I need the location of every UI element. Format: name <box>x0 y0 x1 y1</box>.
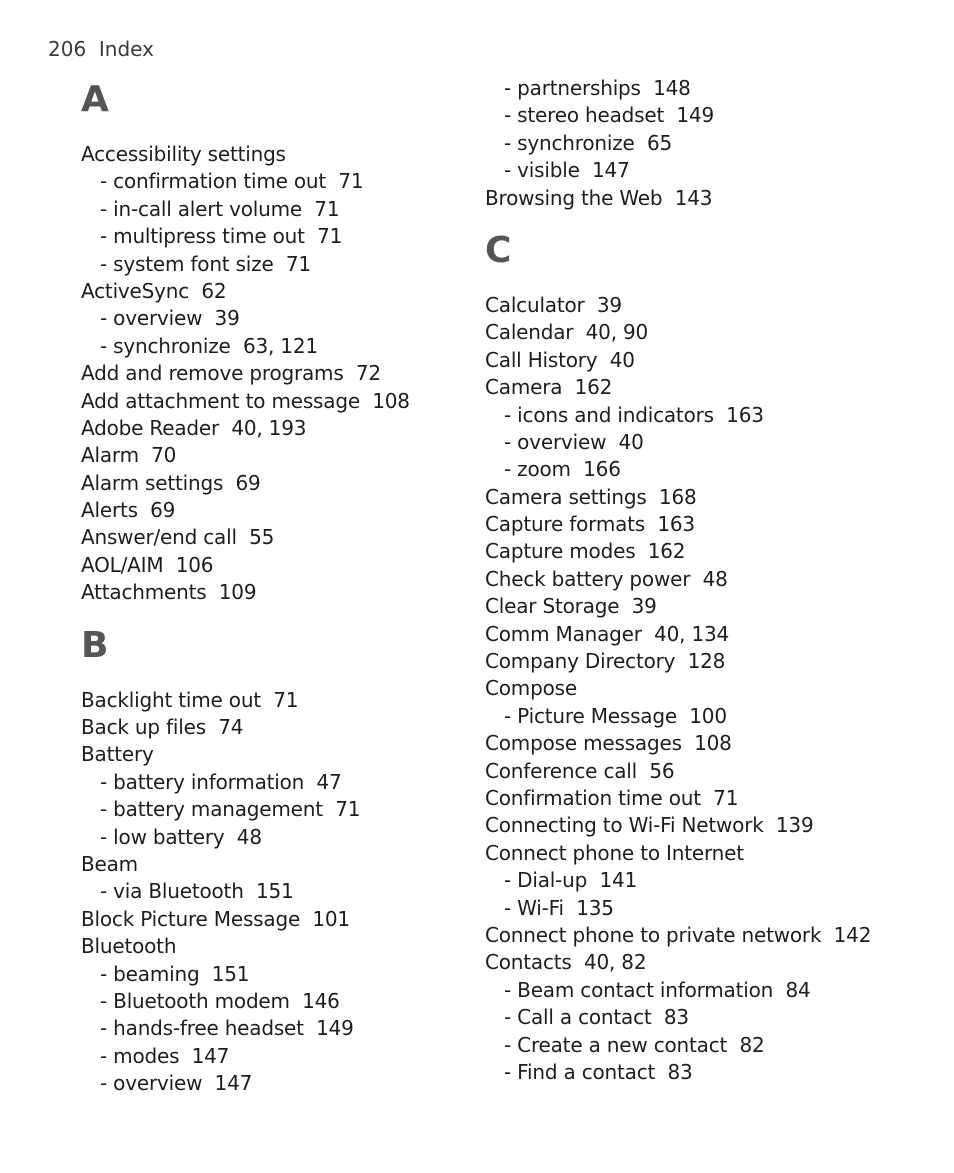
index-subentry: - synchronize 63, 121 <box>100 333 318 358</box>
index-entry: Connecting to Wi-Fi Network 139 <box>485 813 814 838</box>
index-subentry: - overview 39 <box>100 306 240 331</box>
index-entry: Clear Storage 39 <box>485 594 657 619</box>
index-entry: Comm Manager 40, 134 <box>485 621 730 646</box>
index-entry: Conference call 56 <box>485 758 675 783</box>
index-column-left <box>81 75 410 1098</box>
index-subentry: - zoom 166 <box>504 457 621 482</box>
running-head: 206 Index <box>48 37 154 61</box>
index-subentry: - beaming 151 <box>100 961 250 986</box>
index-entry: Add attachment to message 108 <box>81 388 410 413</box>
index-entry: Adobe Reader 40, 193 <box>81 415 307 440</box>
index-subentry: - partnerships 148 <box>504 76 691 100</box>
index-subentry: - in-call alert volume 71 <box>100 196 340 221</box>
index-subentry: - low battery 48 <box>100 824 262 849</box>
index-entry: Block Picture Message 101 <box>81 906 350 931</box>
index-subentry: - battery management 71 <box>100 797 361 822</box>
index-entry: Capture modes 162 <box>485 539 686 564</box>
index-entry: Beam <box>81 851 138 876</box>
section-spacer <box>485 212 871 226</box>
index-entry: Camera 162 <box>485 375 613 400</box>
index-entry: AOL/AIM 106 <box>81 552 214 577</box>
index-entry: Call History 40 <box>485 347 635 372</box>
index-column-right <box>485 75 871 1086</box>
index-entry: Connect phone to Internet <box>485 840 744 865</box>
index-subentry: - Call a contact 83 <box>504 1005 689 1030</box>
index-subentry: - synchronize 65 <box>504 130 672 155</box>
index-entry: Attachments 109 <box>81 580 257 605</box>
index-entry: Compose <box>485 676 577 701</box>
index-entry: Check battery power 48 <box>485 566 728 591</box>
index-subentry: - stereo headset 149 <box>504 103 715 128</box>
index-subentry: - battery information 47 <box>100 769 342 794</box>
index-entry: Bluetooth <box>81 934 177 959</box>
index-subentry: - multipress time out 71 <box>100 224 343 249</box>
section-letter: A <box>81 79 109 120</box>
index-subentry: - system font size 71 <box>100 251 311 276</box>
index-entry: Camera settings 168 <box>485 484 697 509</box>
index-subentry: - Create a new contact 82 <box>504 1032 765 1057</box>
index-entry: Battery <box>81 742 154 767</box>
index-subentry: - confirmation time out 71 <box>100 169 364 194</box>
index-subentry: - via Bluetooth 151 <box>100 879 294 904</box>
index-entry: Alerts 69 <box>81 498 176 523</box>
index-subentry: - overview 147 <box>100 1071 253 1096</box>
index-entry: Alarm 70 <box>81 443 177 468</box>
index-entry: Alarm settings 69 <box>81 470 261 495</box>
index-entry: Back up files 74 <box>81 715 244 740</box>
index-entry: Browsing the Web 143 <box>485 185 713 210</box>
index-entry: Calendar 40, 90 <box>485 320 649 345</box>
section-letter: C <box>485 229 512 271</box>
index-subentry: - icons and indicators 163 <box>504 402 764 427</box>
index-subentry: - hands-free headset 149 <box>100 1016 354 1041</box>
section-letter: B <box>81 624 109 666</box>
index-subentry: - Wi-Fi 135 <box>504 895 614 920</box>
index-subentry: - visible 147 <box>504 158 630 183</box>
index-subentry: - overview 40 <box>504 429 644 454</box>
index-entry: Add and remove programs 72 <box>81 361 381 386</box>
section-spacer <box>81 607 410 621</box>
index-subentry: - Bluetooth modem 146 <box>100 988 340 1013</box>
index-entry: Company Directory 128 <box>485 649 726 674</box>
index-subentry: - Find a contact 83 <box>504 1059 693 1084</box>
index-subentry: - Picture Message 100 <box>504 703 727 728</box>
index-entry: Compose messages 108 <box>485 731 732 756</box>
index-entry: Contacts 40, 82 <box>485 950 647 975</box>
index-entry: Confirmation time out 71 <box>485 785 739 810</box>
index-subentry: - Dial-up 141 <box>504 868 638 893</box>
index-entry: Backlight time out 71 <box>81 687 299 712</box>
index-entry: Answer/end call 55 <box>81 525 275 550</box>
index-entry: Calculator 39 <box>485 292 622 317</box>
index-entry: ActiveSync 62 <box>81 278 227 303</box>
index-subentry: - Beam contact information 84 <box>504 977 811 1002</box>
index-entry: Connect phone to private network 142 <box>485 922 872 947</box>
index-entry: Accessibility settings <box>81 142 286 166</box>
index-entry: Capture formats 163 <box>485 512 695 537</box>
index-subentry: - modes 147 <box>100 1043 230 1068</box>
